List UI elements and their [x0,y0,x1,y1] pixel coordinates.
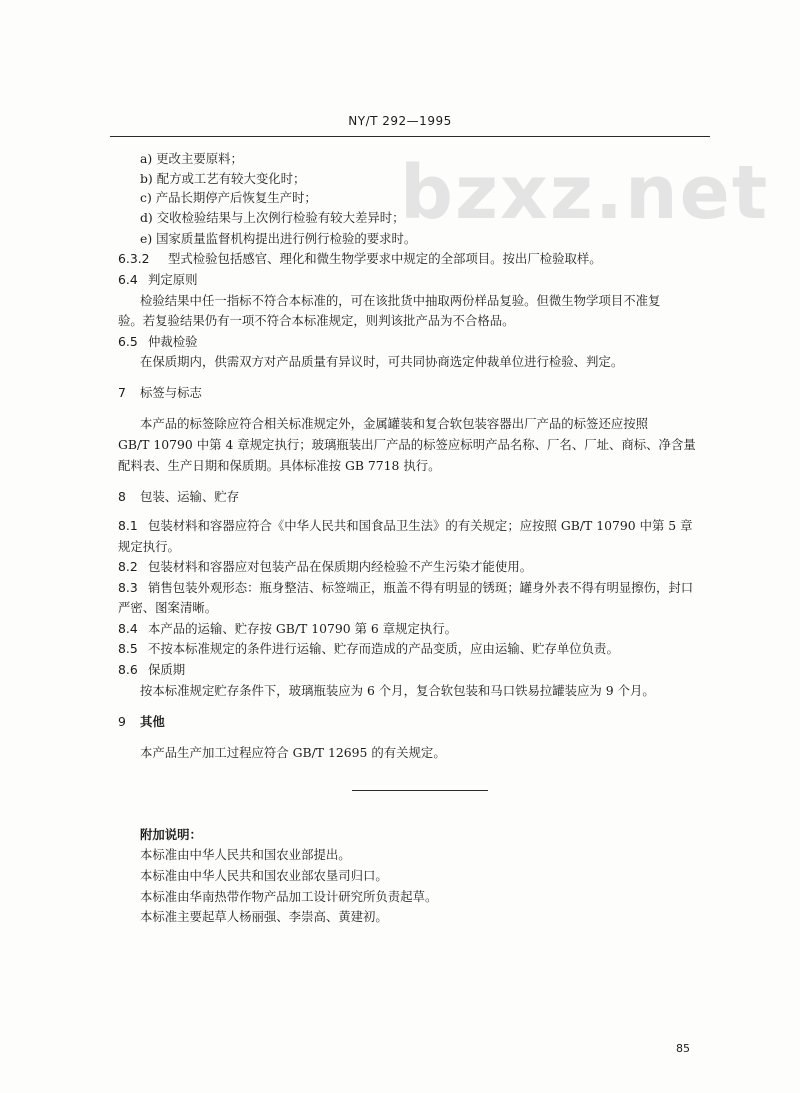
clause-6-4-heading [118,272,198,288]
paragraph-line: 本产品的标签除应符合相关标准规定外，金属罐装和复合软包装容器出厂产品的标签还应按照 [140,416,649,431]
paragraph-line: 本产品生产加工过程应符合 GB/T 12695 的有关规定。 [140,745,446,760]
clause-8-1 [118,518,693,534]
paragraph-line: 验。若复验结果仍有一项不符合本标准规定，则判该批产品为不合格品。 [118,313,515,328]
clause-number: 8.3 [118,580,138,595]
clause-6-3-2 [118,251,602,267]
clause-title: 仲裁检验 [148,334,198,349]
note-line: 本标准由华南热带作物产品加工设计研究所负责起草。 [140,889,438,904]
clause-number: 6.4 [118,272,138,287]
clause-text: 型式检验包括感官、理化和微生物学要求中规定的全部项目。按出厂检验取样。 [168,251,602,266]
clause-text: 包装材料和容器应对包装产品在保质期内经检验不产生污染才能使用。 [148,559,533,574]
section-9-heading [118,714,165,730]
note-line: 本标准主要起草人杨丽强、李崇高、黄建初。 [140,909,388,924]
clause-title: 保质期 [148,662,186,677]
list-item-e: e) 国家质量监督机构提出进行例行检验的要求时。 [140,231,417,246]
list-item-d: d) 交收检验结果与上次例行检验有较大差异时； [140,210,405,225]
clause-8-2 [118,559,532,575]
clause-6-5-heading [118,334,198,350]
clause-number: 6.5 [118,334,138,349]
notes-title: 附加说明： [140,827,202,842]
paragraph-line: 规定执行。 [118,539,180,554]
paragraph-line: 检验结果中任一指标不符合本标准的，可在该批货中抽取两份样品复验。但微生物学项目不准复 [140,293,661,308]
list-item-c: c) 产品长期停产后恢复生产时； [140,190,317,205]
paragraph-line: GB/T 10790 中第 4 章规定执行；玻璃瓶装出厂产品的标签应标明产品名称、厂名、厂址、商标、净含量 [118,437,696,452]
watermark: bzxz.net [400,150,770,236]
clause-number: 6.3.2 [118,251,150,266]
note-line: 本标准由中华人民共和国农业部提出。 [140,847,351,862]
header-rule [110,136,710,137]
clause-number: 8.6 [118,662,138,677]
section-number: 8 [118,489,126,504]
paragraph-line: 在保质期内，供需双方对产品质量有异议时，可共同协商选定仲裁单位进行检验、判定。 [140,354,624,369]
section-number: 9 [118,714,126,729]
section-number: 7 [118,385,126,400]
clause-text: 本产品的运输、贮存按 GB/T 10790 第 6 章规定执行。 [148,621,458,636]
section-8-heading [118,489,239,505]
paragraph-line: 严密、图案清晰。 [118,600,218,615]
clause-8-5 [118,641,619,657]
clause-number: 8.5 [118,641,138,656]
clause-8-4 [118,621,457,637]
clause-8-6-heading [118,662,185,678]
section-title: 包装、运输、贮存 [140,489,240,504]
page-number: 85 [676,1042,690,1055]
standard-code-header: NY/T 292—1995 [348,114,452,128]
end-divider [352,790,488,791]
section-title: 其他 [140,714,165,729]
clause-text: 销售包装外观形态：瓶身整洁、标签端正，瓶盖不得有明显的锈斑；罐身外表不得有明显擦伤，封口 [148,580,694,595]
paragraph-line: 配料表、生产日期和保质期。具体标准按 GB 7718 执行。 [118,458,441,473]
clause-number: 8.2 [118,559,138,574]
clause-8-3 [118,580,693,596]
paragraph-line: 按本标准规定贮存条件下，玻璃瓶装应为 6 个月，复合软包装和马口铁易拉罐装应为 9 个月。 [140,683,655,698]
clause-number: 8.4 [118,621,138,636]
clause-text: 不按本标准规定的条件进行运输、贮存而造成的产品变质，应由运输、贮存单位负责。 [148,641,619,656]
section-7-heading [118,385,202,401]
list-item-a: a) 更改主要原料； [140,151,243,166]
note-line: 本标准由中华人民共和国农业部农垦司归口。 [140,868,388,883]
clause-number: 8.1 [118,518,138,533]
clause-text: 包装材料和容器应符合《中华人民共和国食品卫生法》的有关规定；应按照 GB/T 10790 中第 5 章 [148,518,693,533]
clause-title: 判定原则 [148,272,198,287]
list-item-b: b) 配方或工艺有较大变化时； [140,171,306,186]
section-title: 标签与标志 [140,385,202,400]
